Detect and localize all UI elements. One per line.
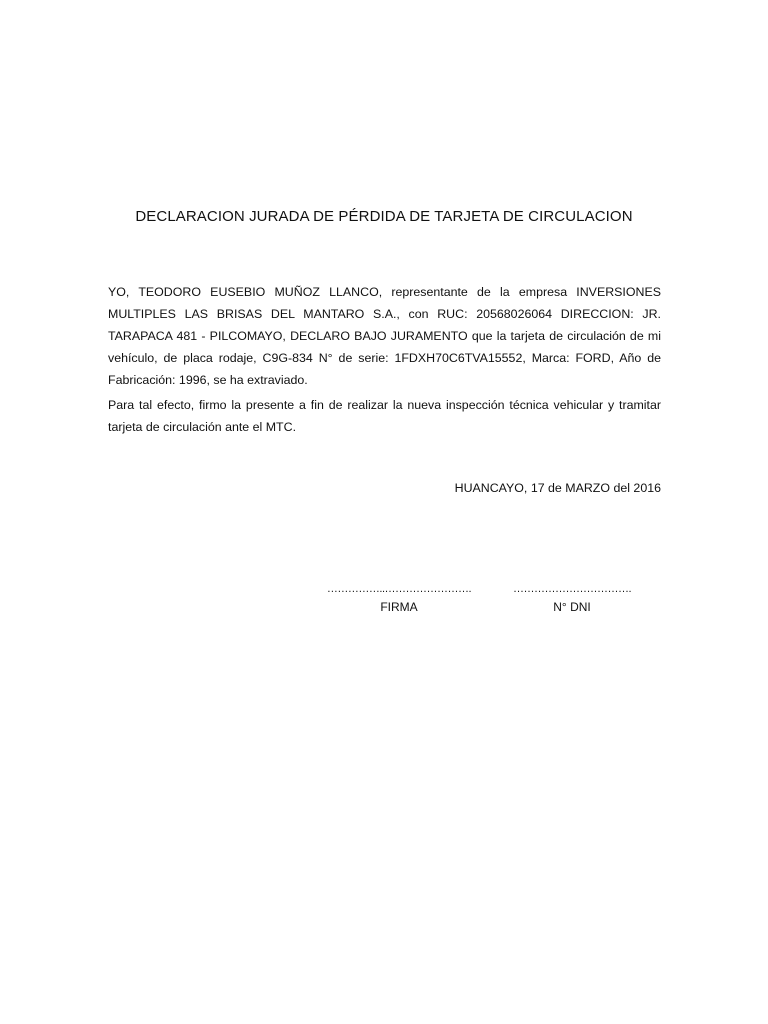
signature-label: FIRMA (380, 600, 418, 614)
signature-line: ……………..……………………. (326, 583, 472, 595)
document-title: DECLARACION JURADA DE PÉRDIDA DE TARJETA DE CIRCULACION (135, 208, 633, 225)
declaration-paragraph: YO, TEODORO EUSEBIO MUÑOZ LLANCO, representante de la empresa INVERSIONES MULTIPLES LAS BRISAS DEL MANTARO S.A., con RUC: 20568026064 DIRECCION: JR. TARAPACA 481 - PILCOMAYO, DECLARO BAJO JURAMENTO que la tarjeta de circulación de mi vehículo, de placa rodaje, C9G-834 N° de serie: 1FDXH70C6TVA15552, Marca: FORD, Año de Fabricación: 1996, se ha extraviado. (108, 285, 661, 387)
dni-label: N° DNI (553, 600, 591, 614)
dni-block (508, 582, 636, 616)
dni-line: ……………………………. (512, 583, 632, 595)
signature-block (322, 582, 476, 616)
purpose-paragraph: Para tal efecto, firmo la presente a fin de realizar la nueva inspección técnica vehicular y tramitar tarjeta de circulación ante el MTC. (108, 398, 661, 434)
place-and-date: HUANCAYO, 17 de MARZO del 2016 (454, 481, 661, 495)
